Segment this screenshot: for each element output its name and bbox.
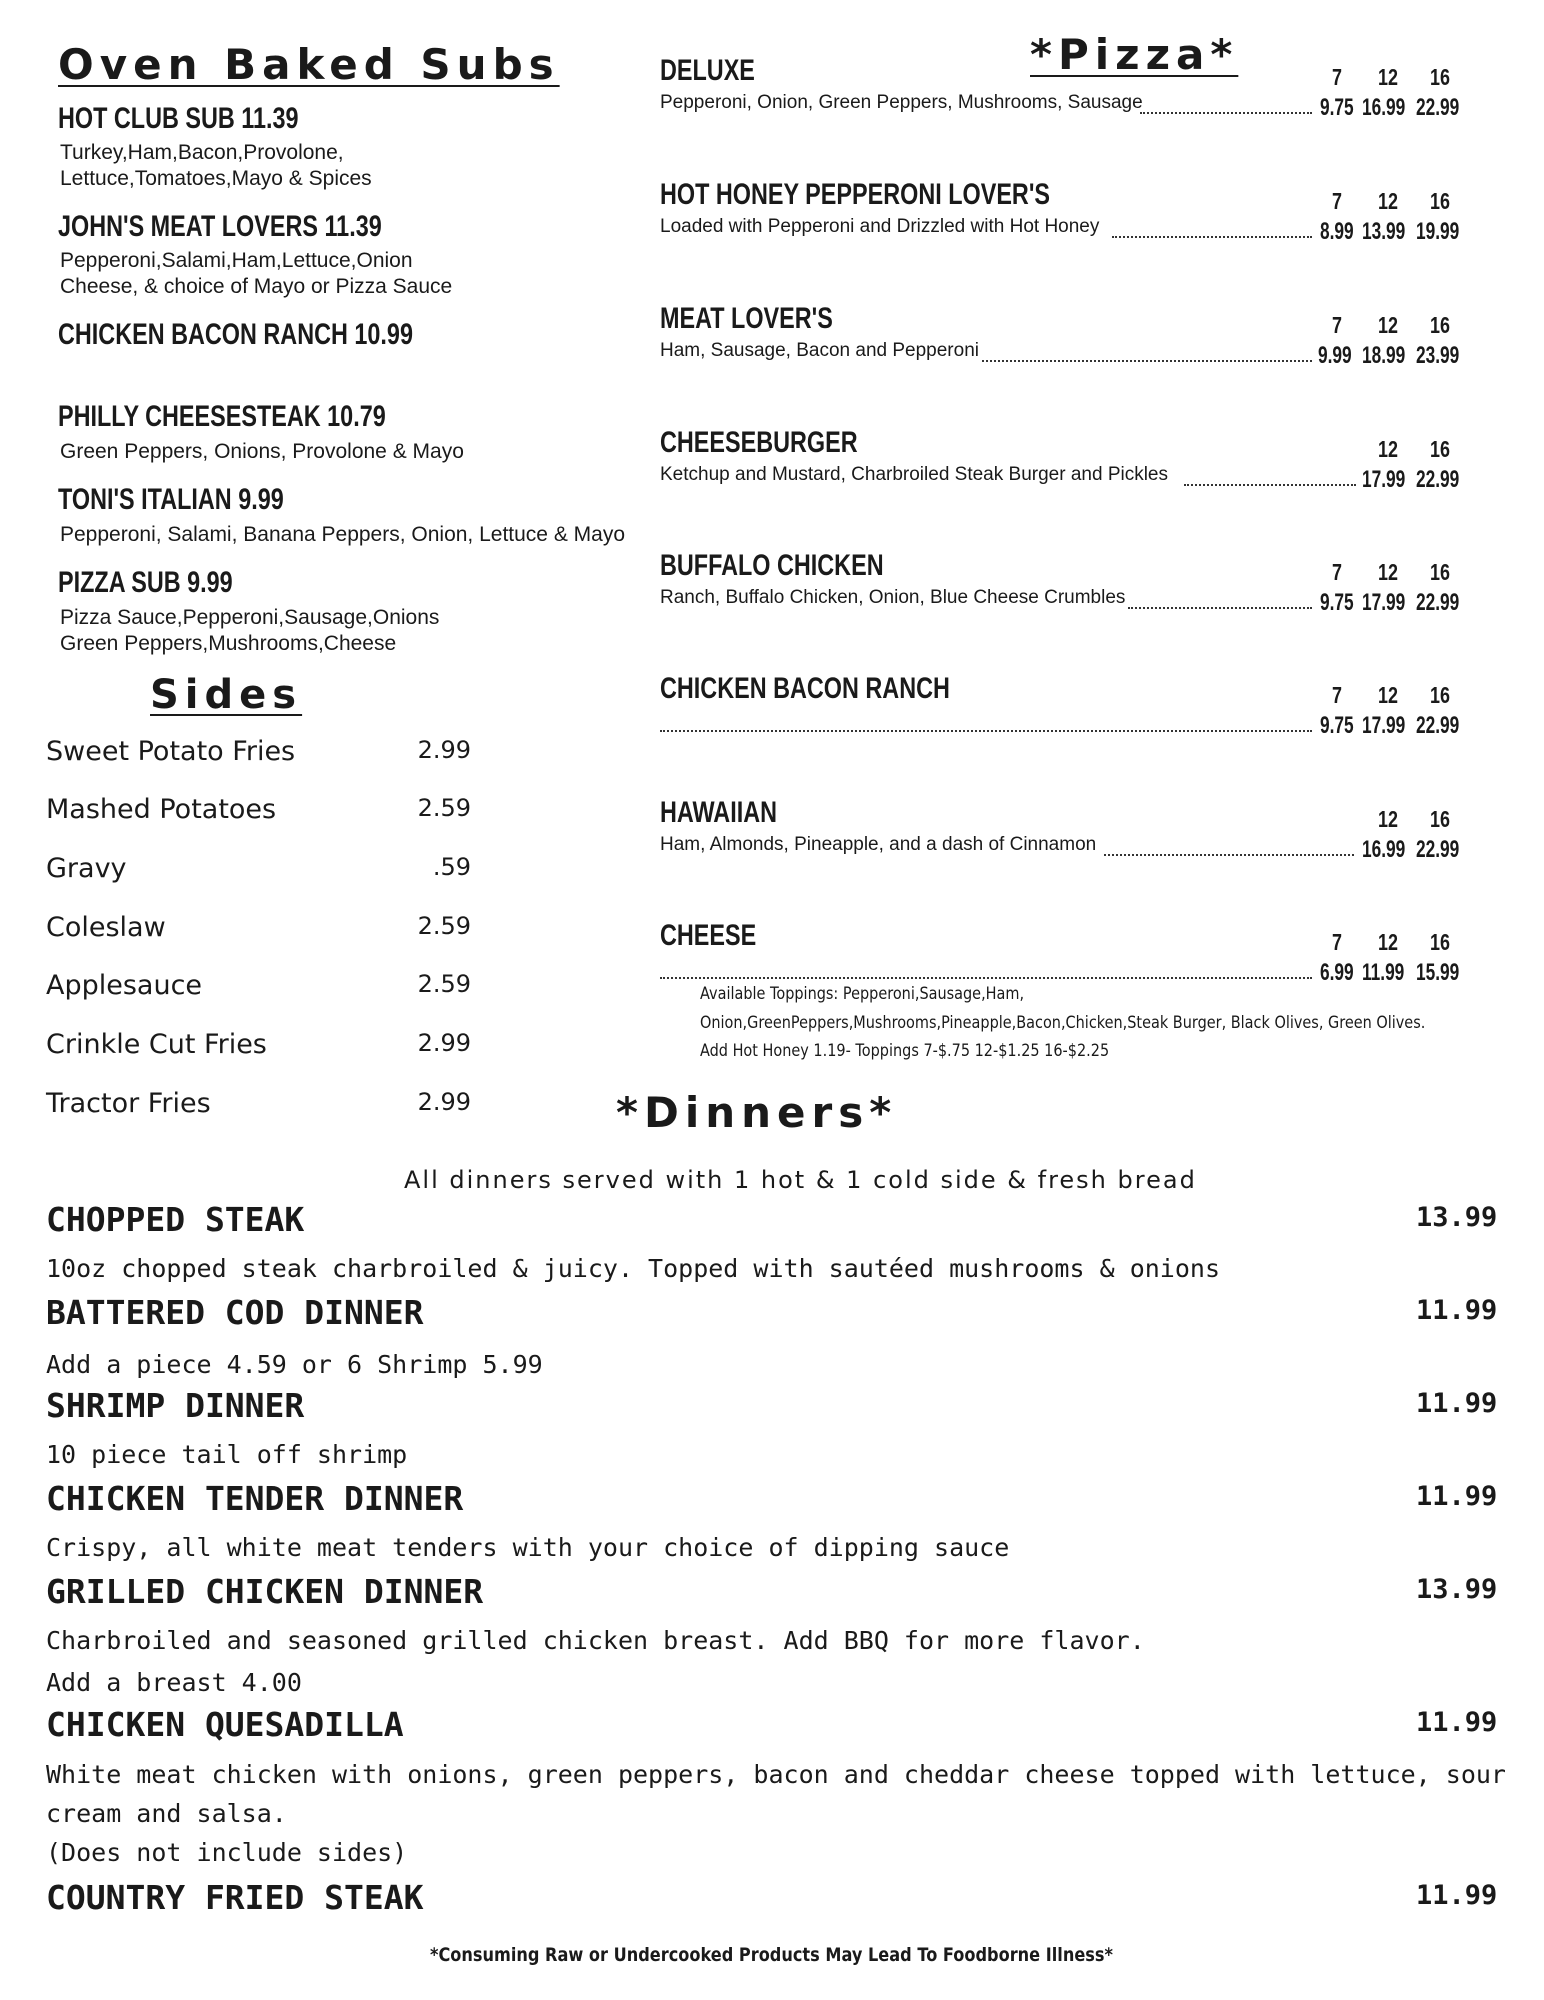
dinner-price: 11.99 (1416, 1388, 1498, 1419)
sub-name: CHICKEN BACON RANCH 10.99 (58, 318, 413, 351)
sub-name: JOHN'S MEAT LOVERS 11.39 (58, 210, 382, 243)
pizza-price-12: 17.99 (1362, 466, 1406, 493)
pizza-price-16: 22.99 (1416, 836, 1460, 863)
dinner-desc: Crispy, all white meat tenders with your choice of dipping sauce (46, 1533, 1010, 1562)
pizza-size-16: 16 (1430, 929, 1450, 955)
dinner-desc: (Does not include sides) (46, 1838, 408, 1867)
dinner-name: GRILLED CHICKEN DINNER (46, 1572, 484, 1611)
pizza-size-12: 12 (1378, 312, 1398, 338)
pizza-price-7: 9.99 (1318, 342, 1352, 369)
pizza-price-12: 16.99 (1362, 94, 1406, 121)
pizza-price-16: 23.99 (1416, 342, 1460, 369)
pizza-size-12: 12 (1378, 559, 1398, 585)
pizza-name: CHICKEN BACON RANCH (660, 672, 950, 705)
dinners-title: *Dinners* (616, 1088, 898, 1137)
dinner-desc: White meat chicken with onions, green peppers, bacon and cheddar cheese topped with lettuce, sour (46, 1760, 1506, 1789)
side-price: 2.99 (417, 736, 471, 764)
pizza-size-7: 7 (1332, 188, 1342, 214)
toppings-line: Onion,GreenPeppers,Mushrooms,Pineapple,Bacon,Chicken,Steak Burger, Black Olives, Green Olives. (700, 1013, 1426, 1033)
side-price: 2.59 (417, 794, 471, 822)
pizza-price-12: 17.99 (1362, 589, 1406, 616)
pizza-price-16: 22.99 (1416, 94, 1460, 121)
side-name: Applesauce (46, 970, 203, 1001)
pizza-size-16: 16 (1430, 682, 1450, 708)
toppings-line: Add Hot Honey 1.19- Toppings 7-$.75 12-$1.25 16-$2.25 (700, 1041, 1110, 1061)
pizza-size-16: 16 (1430, 64, 1450, 90)
pizza-price-16: 22.99 (1416, 712, 1460, 739)
dinner-price: 11.99 (1416, 1707, 1498, 1738)
dinner-name: CHICKEN TENDER DINNER (46, 1479, 464, 1518)
pizza-price-16: 15.99 (1416, 959, 1460, 986)
pizza-price-7: 9.75 (1320, 589, 1354, 616)
pizza-price-16: 22.99 (1416, 589, 1460, 616)
dot-leader (1112, 236, 1312, 238)
sub-desc: Green Peppers,Mushrooms,Cheese (60, 632, 397, 655)
sub-desc: Turkey,Ham,Bacon,Provolone, (60, 141, 344, 164)
side-name: Crinkle Cut Fries (46, 1029, 267, 1060)
pizza-size-7: 7 (1332, 559, 1342, 585)
side-name: Coleslaw (46, 912, 166, 943)
dinner-name: COUNTRY FRIED STEAK (46, 1878, 424, 1917)
pizza-name: BUFFALO CHICKEN (660, 549, 884, 582)
pizza-size-7: 7 (1332, 312, 1342, 338)
pizza-size-16: 16 (1430, 436, 1450, 462)
dinner-desc: cream and salsa. (46, 1799, 287, 1828)
side-name: Mashed Potatoes (46, 794, 277, 825)
pizza-size-12: 12 (1378, 682, 1398, 708)
pizza-price-7: 8.99 (1320, 218, 1354, 245)
side-price: 2.59 (417, 970, 471, 998)
pizza-desc: Pepperoni, Onion, Green Peppers, Mushrooms, Sausage (660, 92, 1143, 113)
dinner-price: 11.99 (1416, 1481, 1498, 1512)
pizza-name: CHEESE (660, 919, 757, 952)
dinner-name: SHRIMP DINNER (46, 1386, 305, 1425)
pizza-size-16: 16 (1430, 312, 1450, 338)
sub-desc: Cheese, & choice of Mayo or Pizza Sauce (60, 275, 453, 298)
pizza-price-12: 16.99 (1362, 836, 1406, 863)
toppings-line: Available Toppings: Pepperoni,Sausage,Ham, (700, 984, 1025, 1004)
sub-name: PHILLY CHEESESTEAK 10.79 (58, 400, 386, 433)
sub-desc: Pepperoni, Salami, Banana Peppers, Onion, Lettuce & Mayo (60, 523, 626, 546)
dot-leader (982, 360, 1312, 362)
pizza-desc: Loaded with Pepperoni and Drizzled with Hot Honey (660, 216, 1100, 237)
dinner-name: CHICKEN QUESADILLA (46, 1705, 404, 1744)
pizza-size-16: 16 (1430, 806, 1450, 832)
dinner-price: 13.99 (1416, 1202, 1498, 1233)
sub-desc: Pepperoni,Salami,Ham,Lettuce,Onion (60, 249, 413, 272)
dot-leader (1184, 484, 1356, 486)
pizza-size-7: 7 (1332, 929, 1342, 955)
dinner-price: 11.99 (1416, 1295, 1498, 1326)
pizza-size-12: 12 (1378, 188, 1398, 214)
dinner-desc: Add a breast 4.00 (46, 1668, 302, 1697)
side-price: 2.99 (417, 1088, 471, 1116)
pizza-desc: Ham, Almonds, Pineapple, and a dash of Cinnamon (660, 834, 1097, 855)
pizza-price-12: 11.99 (1362, 959, 1405, 986)
side-price: .59 (432, 853, 471, 881)
dinner-desc: 10 piece tail off shrimp (46, 1440, 408, 1469)
dinner-price: 11.99 (1416, 1880, 1498, 1911)
dot-leader (660, 730, 1312, 732)
dinner-price: 13.99 (1416, 1574, 1498, 1605)
pizza-size-12: 12 (1378, 929, 1398, 955)
sub-desc: Pizza Sauce,Pepperoni,Sausage,Onions (60, 606, 440, 629)
pizza-price-12: 18.99 (1362, 342, 1406, 369)
sub-desc: Green Peppers, Onions, Provolone & Mayo (60, 440, 464, 463)
sub-desc: Lettuce,Tomatoes,Mayo & Spices (60, 167, 372, 190)
dinner-desc: Add a piece 4.59 or 6 Shrimp 5.99 (46, 1350, 543, 1379)
pizza-size-16: 16 (1430, 559, 1450, 585)
footer-disclaimer: *Consuming Raw or Undercooked Products May Lead To Foodborne Illness* (430, 1944, 1113, 1966)
pizza-size-12: 12 (1378, 64, 1398, 90)
sub-name: PIZZA SUB 9.99 (58, 566, 233, 599)
side-price: 2.99 (417, 1029, 471, 1057)
pizza-name: HOT HONEY PEPPERONI LOVER'S (660, 178, 1051, 211)
pizza-price-12: 17.99 (1362, 712, 1406, 739)
pizza-name: CHEESEBURGER (660, 426, 858, 459)
side-name: Sweet Potato Fries (46, 736, 296, 767)
sub-name: HOT CLUB SUB 11.39 (58, 102, 299, 135)
pizza-size-7: 7 (1332, 682, 1342, 708)
pizza-desc: Ketchup and Mustard, Charbroiled Steak Burger and Pickles (660, 464, 1168, 485)
dot-leader (660, 977, 1312, 979)
pizza-price-12: 13.99 (1362, 218, 1406, 245)
pizza-price-7: 9.75 (1320, 94, 1354, 121)
dot-leader (1128, 607, 1312, 609)
dot-leader (1140, 112, 1312, 114)
pizza-price-16: 19.99 (1416, 218, 1460, 245)
pizza-name: HAWAIIAN (660, 796, 777, 829)
side-price: 2.59 (417, 912, 471, 940)
dinner-desc: 10oz chopped steak charbroiled & juicy. Topped with sautéed mushrooms & onions (46, 1254, 1220, 1283)
side-name: Gravy (46, 853, 127, 884)
pizza-price-7: 6.99 (1320, 959, 1354, 986)
subs-title: Oven Baked Subs (58, 40, 560, 89)
pizza-desc: Ham, Sausage, Bacon and Pepperoni (660, 340, 979, 361)
dinners-subtitle: All dinners served with 1 hot & 1 cold side & fresh bread (404, 1166, 1197, 1194)
pizza-size-12: 12 (1378, 436, 1398, 462)
pizza-desc: Ranch, Buffalo Chicken, Onion, Blue Cheese Crumbles (660, 587, 1126, 608)
pizza-price-7: 9.75 (1320, 712, 1354, 739)
dot-leader (1104, 854, 1354, 856)
pizza-price-16: 22.99 (1416, 466, 1460, 493)
dinner-name: CHOPPED STEAK (46, 1200, 305, 1239)
side-name: Tractor Fries (46, 1088, 211, 1119)
pizza-size-16: 16 (1430, 188, 1450, 214)
sides-title: Sides (150, 672, 303, 718)
dinner-name: BATTERED COD DINNER (46, 1293, 424, 1332)
pizza-title: *Pizza* (1030, 30, 1239, 79)
pizza-size-7: 7 (1332, 64, 1342, 90)
dinner-desc: Charbroiled and seasoned grilled chicken breast. Add BBQ for more flavor. (46, 1626, 1145, 1655)
pizza-size-12: 12 (1378, 806, 1398, 832)
pizza-name: DELUXE (660, 54, 755, 87)
pizza-name: MEAT LOVER'S (660, 302, 833, 335)
sub-name: TONI'S ITALIAN 9.99 (58, 483, 284, 516)
